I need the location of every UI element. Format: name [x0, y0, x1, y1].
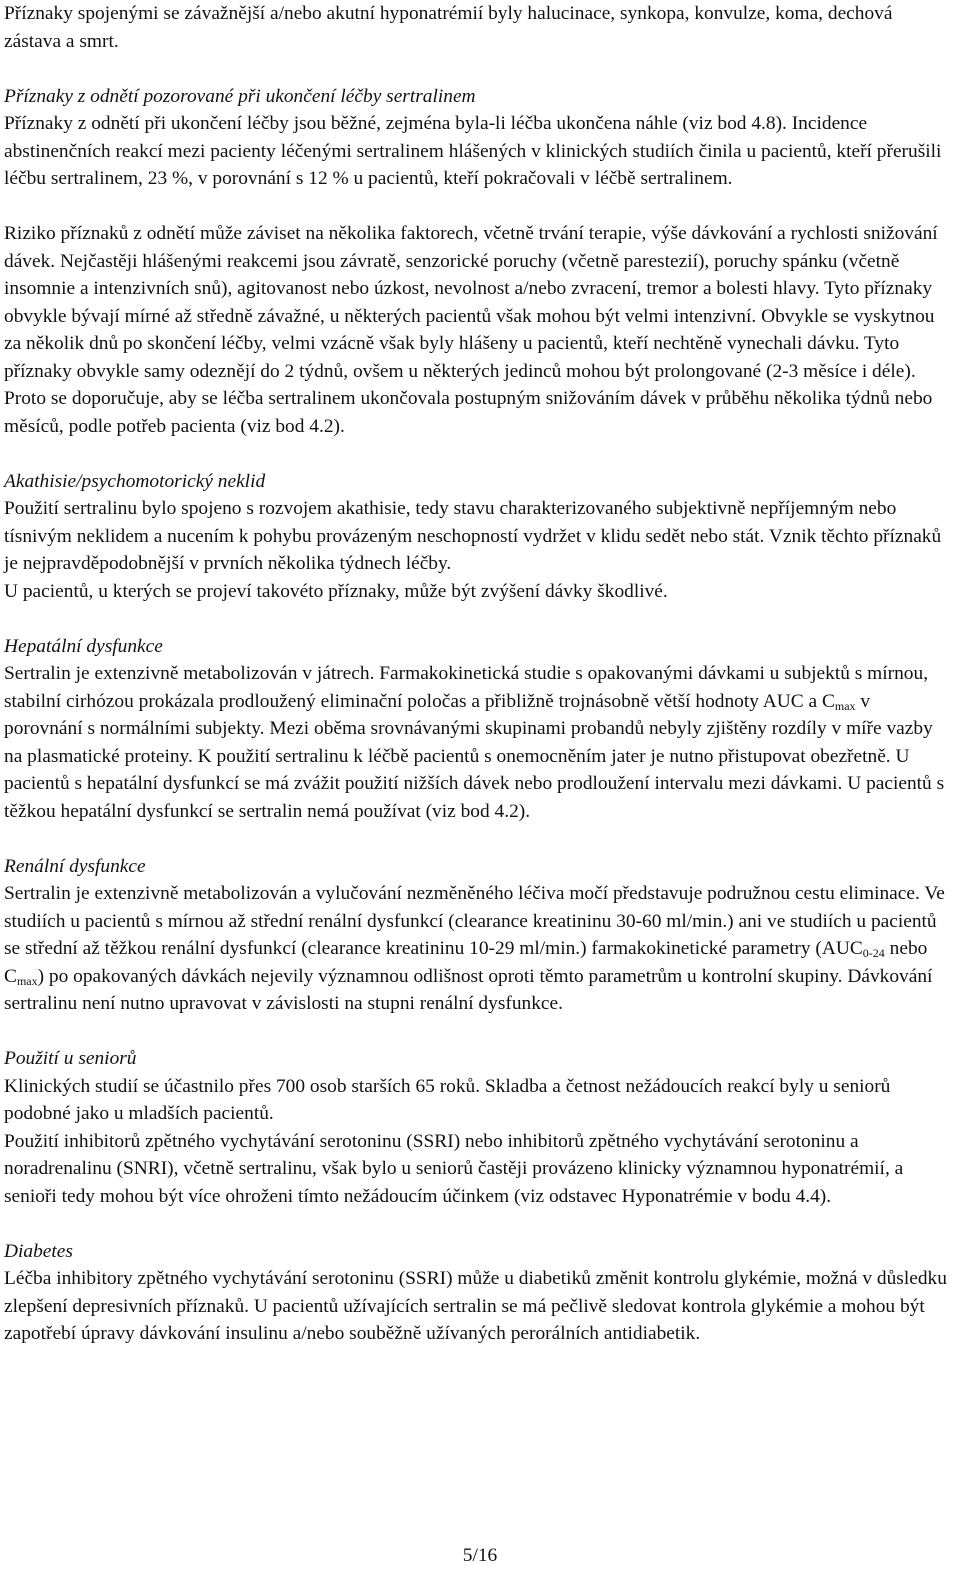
spacer — [4, 825, 948, 853]
subscript-max: max — [834, 698, 856, 713]
hepatic-text-b: v porovnání s normálními subjekty. Mezi oběma srovnávanými skupinami probandů nebyly zjištěny rozdíly v míře vazby na plasmatické proteiny. K použití sertralinu k léčbě pacientů s onemocněním jater je nutno přistupovat obezřetně. U pacientů s hepatální dysfunkcí se má zvážit použití nižších dávek nebo prodloužení intervalu mezi dávkami. U pacientů s těžkou hepatální dysfunkcí se sertralin nemá používat (viz bod 4.2). — [4, 690, 945, 822]
paragraph-withdrawal-incidence: Příznaky z odnětí při ukončení léčby jsou běžné, zejména byla-li léčba ukončena náhle (viz bod 4.8). Incidence abstinenčních reakcí mezi pacienty léčenými sertralinem hlášených v klinických studiích činila u pacientů, kteří přerušili léčbu sertralinem, 23 %, v porovnání s 12 % u pacientů, kteří pokračovali v léčbě sertralinem. — [4, 113, 942, 189]
paragraph-hepatic — [4, 660, 948, 825]
heading-hepatic: Hepatální dysfunkce — [4, 635, 163, 657]
paragraph-diabetes: Léčba inhibitory zpětného vychytávání serotoninu (SSRI) může u diabetiků změnit kontrolu glykémie, možná v důsledku zlepšení depresivních příznaků. U pacientů užívajících sertralin se má pečlivě sledovat kontrola glykémie a mohou být zapotřebí úpravy dávkování insulinu a/nebo souběžně užívaných perorálních antidiabetik. — [4, 1268, 947, 1344]
paragraph-renal — [4, 880, 948, 1018]
spacer — [4, 193, 948, 221]
paragraph-withdrawal-risk: Riziko příznaků z odnětí může záviset na několika faktorech, včetně trvání terapie, výše dávkování a rychlosti snižování dávek. Nejčastěji hlášenými reakcemi jsou závratě, senzorické poruchy (včetně parestezií), poruchy spánku (včetně insomnie a intenzivních snů), agitovanost nebo úzkost, nevolnost a/nebo zvracení, tremor a bolesti hlavy. Tyto příznaky obvykle bývají mírné až středně závažné, u některých pacientů však mohou být velmi intenzivní. Obvykle se vyskytnou za několik dnů po skončení léčby, velmi vzácně však byly hlášeny u pacientů, kteří nechtěně vynechali dávku. Tyto příznaky obvykle samy odeznějí do 2 týdnů, ovšem u některých jedinců mohou být prolongované (2-3 měsíce i déle). Proto se doporučuje, aby se léčba sertralinem ukončovala postupným snižováním dávek v průběhu několika týdnů nebo měsíců, podle potřeb pacienta (viz bod 4.2). — [4, 223, 938, 437]
subscript-0-24: 0-24 — [862, 946, 885, 960]
heading-akathisia: Akathisie/psychomotorický neklid — [4, 470, 266, 492]
spacer — [4, 440, 948, 468]
page-number: 5/16 — [462, 1545, 498, 1566]
paragraph-elderly-studies: Klinických studií se účastnilo přes 700 osob starších 65 roků. Skladba a četnost nežádoucích reakcí byly u seniorů podobné jako u mladších pacientů. — [4, 1075, 891, 1124]
paragraph-hyponatremia-symptoms: Příznaky spojenými se závažnější a/nebo akutní hyponatrémií byly halucinace, synkopa, konvulze, koma, dechová zástava a smrt. — [4, 3, 893, 52]
heading-withdrawal: Příznaky z odnětí pozorované při ukončení léčby sertralinem — [4, 85, 476, 107]
paragraph-akathisia-description: Použití sertralinu bylo spojeno s rozvojem akathisie, tedy stavu charakterizovaného subjektivně nepříjemným nebo tísnivým neklidem a nucením k pohybu provázeným neschopností vydržet v klidu sedět nebo stát. Vznik těchto příznaků je nejpravděpodobnější v prvních několika týdnech léčby. — [4, 498, 942, 574]
subscript-max: max — [16, 973, 38, 988]
renal-text-c: ) po opakovaných dávkách nejevily významnou odlišnost oproti těmto parametrům u kontrolní skupiny. Dávkování sertralinu není nutno upravovat v závislosti na stupni renální dysfunkce. — [4, 965, 933, 1014]
heading-renal: Renální dysfunkce — [4, 855, 146, 877]
hepatic-text-a: Sertralin je extenzivně metabolizován v játrech. Farmakokinetická studie s opakovanými dávkami u subjektů s mírnou, stabilní cirhózou prokázala prodloužený eliminační poločas a přibližně trojnásobně větší hodnoty AUC a C — [4, 663, 929, 712]
renal-text-a: Sertralin je extenzivně metabolizován a vylučování nezměněného léčiva močí představuje podružnou cestu eliminace. Ve studiích u pacientů s mírnou až střední renální dysfunkcí (clearance kreatininu 30-60 ml/min.) ani ve studiích u pacientů se střední až těžkou renální dysfunkcí (clearance kreatininu 10-29 ml/min.) farmakokinetické parametry (AUC — [4, 883, 945, 959]
paragraph-elderly-hyponatremia: Použití inhibitorů zpětného vychytávání serotoninu (SSRI) nebo inhibitorů zpětného vychytávání serotoninu a noradrenalinu (SNRI), včetně sertralinu, však bylo u seniorů častěji provázeno klinicky významnou hyponatrémií, a senioři tedy mohou být více ohroženi tímto nežádoucím účinkem (viz odstavec Hyponatrémie v bodu 4.4). — [4, 1130, 904, 1207]
paragraph-akathisia-dose: U pacientů, u kterých se projeví takovéto příznaky, může být zvýšení dávky škodlivé. — [4, 580, 668, 602]
renal-text-b: nebo C — [4, 938, 928, 987]
heading-diabetes: Diabetes — [4, 1240, 73, 1262]
spacer — [4, 1018, 948, 1046]
heading-elderly: Použití u seniorů — [4, 1048, 137, 1069]
document-body — [4, 0, 948, 1348]
spacer — [4, 605, 948, 633]
spacer — [4, 1210, 948, 1238]
spacer — [4, 55, 948, 83]
